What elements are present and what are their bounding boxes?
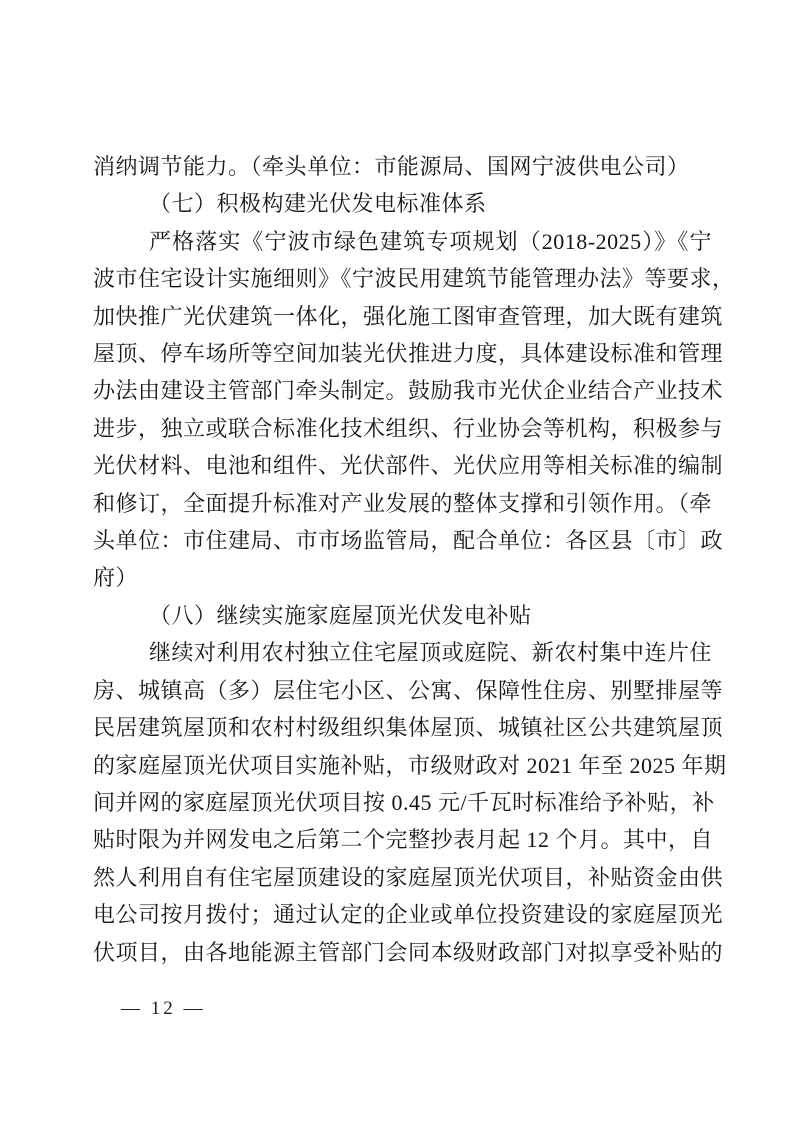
document-body — [93, 148, 735, 971]
section-8-line: 伏项目，由各地能源主管部门会同本级财政部门对拟享受补贴的 — [93, 939, 724, 965]
section-8-line: 民居建筑屋顶和农村村级组织集体屋顶、城镇社区公共建筑屋顶 — [93, 715, 724, 741]
section-8-line: 然人利用自有住宅屋顶建设的家庭屋顶光伏项目，补贴资金由供 — [93, 864, 724, 890]
section-8-line: 的家庭屋顶光伏项目实施补贴，市级财政对 2021 年至 2025 年期 — [93, 752, 727, 778]
section-7-line: 严格落实《宁波市绿色建筑专项规划（2018-2025）》《宁 — [149, 228, 712, 254]
section-7-line: 进步，独立或联合标准化技术组织、行业协会等机构，积极参与 — [93, 415, 724, 441]
section-7-line: 光伏材料、电池和组件、光伏部件、光伏应用等相关标准的编制 — [93, 453, 724, 479]
page-number: — 12 — — [121, 998, 206, 1019]
paragraph-continuation-line: 消纳调节能力。（牵头单位：市能源局、国网宁波供电公司） — [93, 154, 690, 179]
section-7-line: 波市住宅设计实施细则》《宁波民用建筑节能管理办法》等要求， — [93, 266, 735, 292]
section-8-line: 电公司按月拨付；通过认定的企业或单位投资建设的家庭屋顶光 — [93, 902, 724, 928]
section-8-heading: （八）继续实施家庭屋顶光伏发电补贴 — [149, 602, 532, 628]
section-7-heading: （七）积极构建光伏发电标准体系 — [149, 191, 487, 217]
section-8-line: 间并网的家庭屋顶光伏项目按 0.45 元/千瓦时标准给予补贴，补 — [93, 789, 715, 815]
section-8-line: 贴时限为并网发电之后第二个完整抄表月起 12 个月。其中，自 — [93, 827, 714, 853]
section-7-line: 屋顶、停车场所等空间加装光伏推进力度，具体建设标准和管理 — [93, 341, 724, 367]
section-7-line: 府） — [93, 565, 139, 591]
section-8-line: 继续对利用农村独立住宅屋顶或庭院、新农村集中连片住 — [149, 640, 712, 666]
section-7-line: 办法由建设主管部门牵头制定。鼓励我市光伏企业结合产业技术 — [93, 378, 724, 404]
section-7-line: 和修订，全面提升标准对产业发展的整体支撑和引领作用。（牵 — [93, 490, 713, 516]
section-7-line: 加快推广光伏建筑一体化，强化施工图审查管理，加大既有建筑 — [93, 303, 724, 329]
section-7-line: 头单位：市住建局、市市场监管局，配合单位：各区县〔市〕政 — [93, 528, 724, 554]
section-8-line: 房、城镇高（多）层住宅小区、公寓、保障性住房、别墅排屋等 — [93, 677, 724, 703]
